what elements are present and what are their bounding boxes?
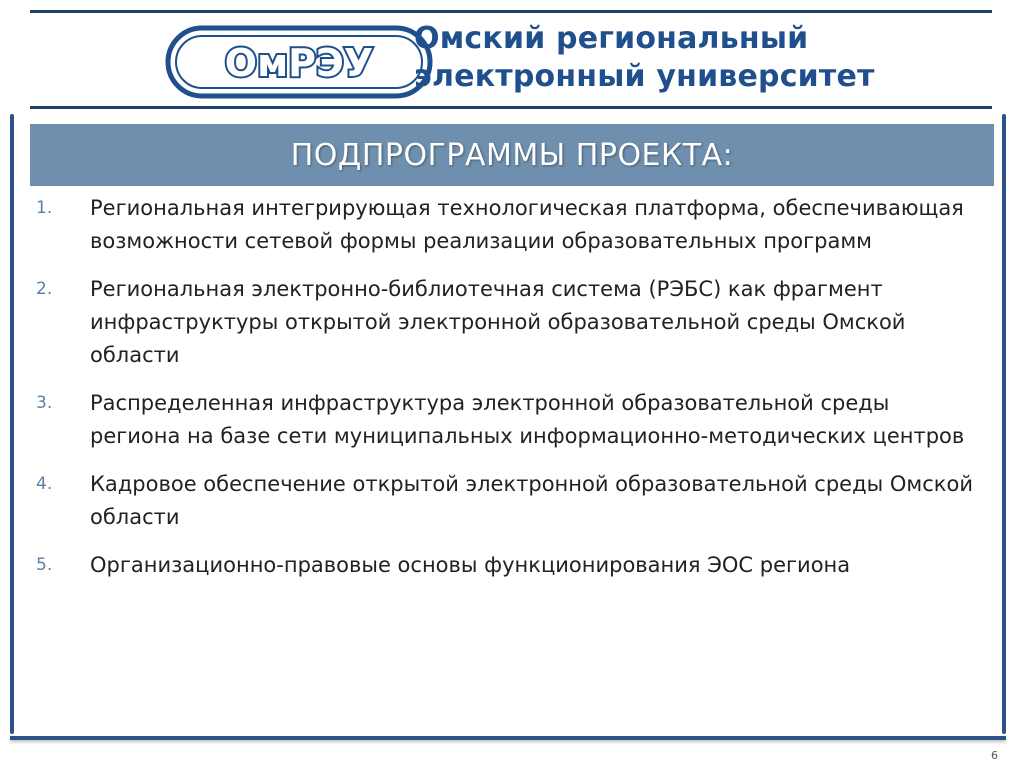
list-item-text: Региональная электронно-библиотечная система (РЭБС) как фрагмент инфраструктуры открытой электронной образовательной среды Омской области bbox=[90, 277, 906, 367]
slide-title: ПОДПРОГРАММЫ ПРОЕКТА: bbox=[290, 137, 734, 173]
frame-right-border bbox=[1002, 114, 1006, 734]
list-item-text: Региональная интегрирующая технологическая платформа, обеспечивающая возможности сетевой формы реализации образовательных программ bbox=[90, 196, 964, 253]
list-item-text: Кадровое обеспечение открытой электронной образовательной среды Омской области bbox=[90, 472, 973, 529]
list-item-number: 1. bbox=[36, 198, 53, 218]
list-item bbox=[36, 468, 986, 534]
logo-text: ОмРЭУ bbox=[224, 41, 374, 85]
list-item-text: Организационно-правовые основы функционирования ЭОС региона bbox=[90, 553, 851, 577]
list-item-number: 2. bbox=[36, 279, 53, 299]
list-item bbox=[36, 387, 986, 453]
subprogram-list bbox=[36, 192, 986, 597]
list-item-number: 3. bbox=[36, 393, 53, 413]
list-item-text: Распределенная инфраструктура электронной образовательной среды региона на базе сети муниципальных информационно-методических центров bbox=[90, 391, 965, 448]
list-item-number: 4. bbox=[36, 474, 53, 494]
header-bottom-rule bbox=[30, 106, 992, 109]
list-item-number: 5. bbox=[36, 555, 53, 575]
header bbox=[30, 6, 992, 110]
organization-name bbox=[414, 20, 875, 96]
org-name-line1: Омский региональный bbox=[414, 21, 809, 56]
header-top-rule bbox=[30, 10, 992, 13]
list-item bbox=[36, 549, 986, 582]
omreu-logo bbox=[164, 24, 434, 100]
frame-left-border bbox=[10, 114, 14, 734]
list-item bbox=[36, 273, 986, 372]
title-bar bbox=[30, 124, 994, 186]
frame-bottom-border bbox=[10, 736, 1006, 740]
org-name-line2: электронный университет bbox=[414, 59, 875, 94]
list-item bbox=[36, 192, 986, 258]
page-number: 6 bbox=[991, 749, 998, 762]
